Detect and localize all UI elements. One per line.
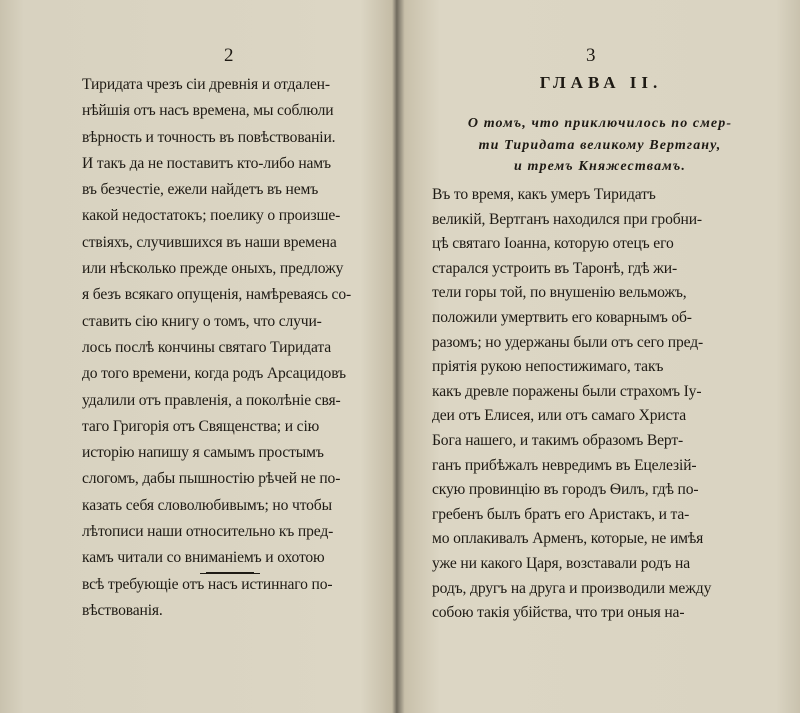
text-line: какой недостатокъ; поелику о произше- (82, 207, 341, 225)
right-page (402, 0, 800, 713)
text-line: лѣтописи наши относительно къ пред- (82, 523, 334, 541)
text-line: исторію напишу я самымъ простымъ (82, 444, 324, 462)
heading-line: и тремъ Княжествамъ. (514, 159, 686, 174)
text-line: скую провинцію въ городъ Ѳилъ, гдѣ по- (432, 481, 699, 499)
text-line: какъ древле поражены были страхомъ Іу- (432, 382, 702, 400)
text-line: камъ читали со вниманіемъ и охотою (82, 549, 325, 567)
page-number-left: 2 (224, 45, 234, 66)
text-line: гребенъ былъ братъ его Аристакъ, и та- (432, 505, 690, 523)
text-line: Тиридата чрезъ сіи древнія и отдален- (82, 76, 330, 93)
text-line: родъ, другъ на друга и производили между (432, 579, 712, 597)
chapter-heading (410, 113, 790, 178)
text-line: пріятія рукою непостижимаго, такъ (432, 358, 664, 376)
text-line: великій, Вертганъ находился при гробни- (432, 210, 702, 228)
heading-line: ти Тиридата великому Вертгану, (478, 137, 722, 153)
text-line: вѣствованія. (82, 601, 163, 619)
end-rule (206, 572, 254, 574)
text-line: казать себя словолюбивымъ; но чтобы (82, 496, 332, 514)
text-line: или нѣсколько прежде оныхъ, предложу (82, 260, 344, 278)
text-line: положили умертвить его коварнымъ об- (432, 308, 692, 326)
text-line: мо оплакивалъ Арменъ, которые, не имѣя (432, 530, 704, 548)
left-page (0, 0, 398, 713)
text-line: разомъ; но удержаны были отъ сего пред- (432, 333, 704, 351)
text-line: таго Григорія отъ Священства; и сію (82, 417, 320, 435)
text-line: тели горы той, по внушенію вельможъ, (432, 284, 687, 302)
text-line: Въ то время, какъ умеръ Тиридатъ (432, 186, 656, 203)
text-line: лось послѣ кончины святаго Тиридата (82, 338, 331, 356)
text-line: И такъ да не поставитъ кто-либо намъ (82, 154, 331, 172)
text-line: всѣ требующіе отъ насъ истиннаго по- (82, 575, 333, 593)
text-line: старался устроить въ Таронѣ, гдѣ жи- (432, 259, 677, 277)
text-line: собою такія убійства, что три оныя на- (432, 604, 685, 622)
text-line: слогомъ, дабы пышностію рѣчей не по- (82, 470, 341, 488)
text-line: въ безчестіе, ежели найдетъ въ немъ (82, 181, 319, 199)
text-line: нѣйшія отъ насъ времена, мы соблюли (82, 102, 334, 120)
text-line: ганъ прибѣжалъ невредимъ въ Ецелезій- (432, 456, 697, 474)
text-line: удалили отъ правленія, а поколѣніе свя- (82, 391, 341, 409)
left-page-text (82, 72, 390, 624)
chapter-title: ГЛАВА II. (539, 73, 663, 92)
right-page-text (432, 183, 774, 626)
text-line: я безъ всякаго опущенія, намѣреваясь со- (82, 286, 352, 304)
text-line: вѣрность и точность въ повѣствованіи. (82, 128, 336, 146)
text-line: Бога нашего, и такимъ образомъ Верт- (432, 431, 684, 449)
text-line: до того времени, когда родъ Арсацидовъ (82, 365, 346, 383)
text-line: ставить сію книгу о томъ, что случи- (82, 312, 322, 330)
text-line: ствіяхъ, случившихся въ наши времена (82, 233, 337, 251)
text-line: деи отъ Елисея, или отъ самаго Христа (432, 407, 686, 425)
text-line: цѣ святаго Іоанна, которую отецъ его (432, 235, 674, 253)
heading-line: О томъ, что приключилось по смер- (467, 116, 733, 131)
page-number-right: 3 (586, 45, 596, 66)
text-line: уже ни какого Царя, возставали родъ на (432, 554, 690, 572)
